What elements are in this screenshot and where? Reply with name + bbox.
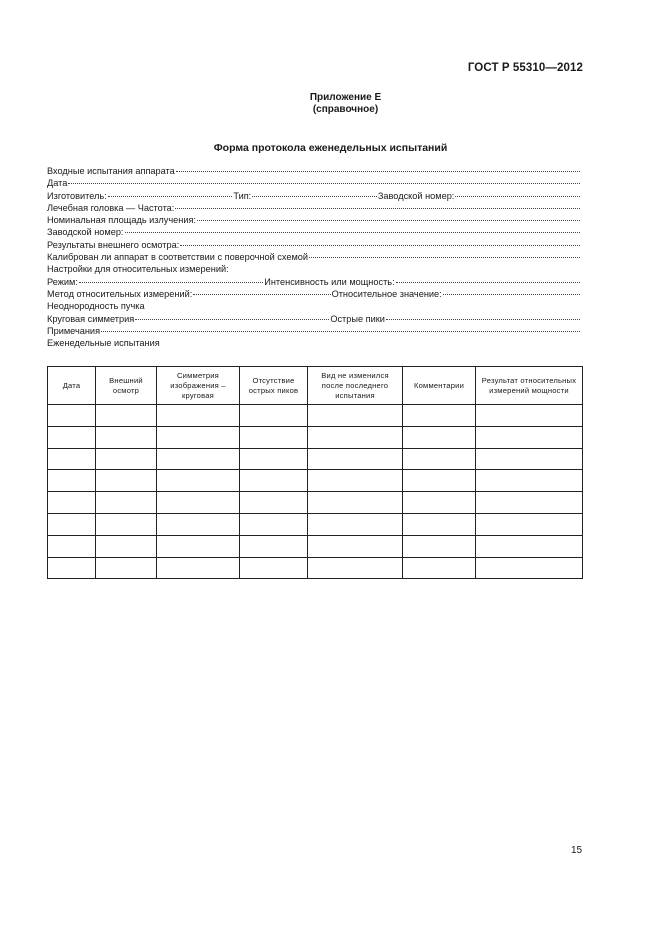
fill-line[interactable] [79,281,263,283]
table-cell[interactable] [96,426,157,448]
field-head-frequency [47,203,581,215]
table-cell[interactable] [308,535,403,557]
table-cell[interactable] [403,492,476,514]
table-body [48,405,583,579]
table-cell[interactable] [96,513,157,535]
fill-line[interactable] [193,293,330,295]
field-weekly-tests [47,338,581,350]
table-cell[interactable] [48,448,96,470]
table-cell[interactable] [157,492,240,514]
annex-title: Приложение Е [309,92,382,103]
table-cell[interactable] [240,405,308,427]
field-label: Интенсивность или мощность: [264,276,395,287]
field-symmetry-row [47,314,581,326]
field-label: Входные испытания аппарата [47,166,175,176]
table-row [48,535,583,557]
table-cell[interactable] [403,448,476,470]
fill-line[interactable] [125,231,581,233]
table-cell[interactable] [240,513,308,535]
table-row [48,426,583,448]
field-label: Изготовитель: [47,190,107,201]
table-cell[interactable] [476,405,583,427]
annex-type: (справочное) [312,104,379,115]
table-cell[interactable] [308,557,403,579]
fill-line[interactable] [108,195,233,197]
field-label: Настройки для относительных измерений: [47,264,229,275]
table-cell[interactable] [48,405,96,427]
field-label: Метод относительных измерений: [47,288,193,299]
field-beam-nonuniformity [47,301,581,313]
field-label: Калиброван ли аппарат в соответствии с поверочной схемой [47,252,309,263]
fill-line[interactable] [180,244,580,246]
table-cell[interactable] [157,535,240,557]
table-cell[interactable] [157,470,240,492]
form-title: Форма протокола еженедельных испытаний [213,142,448,154]
table-row [48,470,583,492]
table-cell[interactable] [308,470,403,492]
table-cell[interactable] [240,426,308,448]
table-row [48,492,583,514]
fill-line[interactable] [197,219,580,221]
field-label: Относительное значение: [331,288,442,299]
table-header-row [48,367,583,405]
table-cell[interactable] [96,405,157,427]
fill-line[interactable] [455,195,580,197]
table-cell[interactable] [240,535,308,557]
table-cell[interactable] [157,426,240,448]
table-cell[interactable] [308,492,403,514]
column-header-visual-inspection: Внешний осмотр [96,367,157,405]
fill-line[interactable] [396,281,580,283]
field-label: Примечания [47,325,101,336]
field-relative-settings [47,264,581,276]
table-cell[interactable] [157,557,240,579]
table-row [48,448,583,470]
field-label: Режим: [47,276,78,287]
table-cell[interactable] [96,470,157,492]
field-label: Дата [47,178,68,189]
annex-heading [0,92,661,116]
table-cell[interactable] [476,470,583,492]
table-cell[interactable] [403,557,476,579]
field-notes [47,326,581,338]
table-cell[interactable] [403,513,476,535]
table-cell[interactable] [157,448,240,470]
field-label: Еженедельные испытания [47,338,160,349]
standard-number: ГОСТ Р 55310—2012 [467,62,583,74]
field-label: Тип: [233,190,252,201]
fill-line[interactable] [386,318,580,320]
column-header-date: Дата [48,367,96,405]
table-cell[interactable] [476,513,583,535]
table-cell[interactable] [403,470,476,492]
table-cell[interactable] [96,557,157,579]
table-cell[interactable] [48,513,96,535]
fill-line[interactable] [443,293,580,295]
table-cell[interactable] [476,535,583,557]
fill-line[interactable] [68,182,580,184]
column-header-unchanged: Вид не изменился после последнего испытания [308,367,403,405]
table-cell[interactable] [476,448,583,470]
fill-line[interactable] [175,207,580,209]
field-label: Неоднородность пучка [47,301,145,312]
field-label: Заводской номер: [47,227,124,238]
fill-line[interactable] [135,318,329,320]
table-cell[interactable] [403,426,476,448]
table-cell[interactable] [48,470,96,492]
table-row [48,513,583,535]
fill-line[interactable] [176,170,580,172]
field-date [47,178,581,190]
table-cell[interactable] [308,513,403,535]
field-label: Лечебная головка — Частота: [47,202,175,213]
table-cell[interactable] [476,557,583,579]
field-radiation-area [47,215,581,227]
table-row [48,405,583,427]
table-cell[interactable] [240,492,308,514]
fill-line[interactable] [101,330,580,332]
table-cell[interactable] [476,492,583,514]
table-cell[interactable] [96,448,157,470]
column-header-comments: Комментарии [403,367,476,405]
field-label: Номинальная площадь излучения: [47,215,196,226]
field-incoming-tests [47,166,581,178]
table-cell[interactable] [240,470,308,492]
table-cell[interactable] [48,492,96,514]
table-cell[interactable] [48,535,96,557]
column-header-symmetry: Симметрия изображения – круговая [157,367,240,405]
field-calibration [47,252,581,264]
table-cell[interactable] [308,405,403,427]
field-head-serial [47,227,581,239]
table-cell[interactable] [96,492,157,514]
field-label: Острые пики [330,313,385,324]
field-manufacturer-row [47,191,581,203]
column-header-no-peaks: Отсутствие острых пиков [240,367,308,405]
page-number: 15 [571,845,583,856]
table-cell[interactable] [48,557,96,579]
table-cell[interactable] [96,535,157,557]
field-visual-inspection [47,240,581,252]
table-cell[interactable] [157,405,240,427]
table-cell[interactable] [157,513,240,535]
table-cell[interactable] [48,426,96,448]
weekly-tests-table [47,366,583,579]
field-label: Заводской номер: [377,190,455,201]
table-cell[interactable] [240,557,308,579]
table-cell[interactable] [308,448,403,470]
column-header-power-result: Результат относительных измерений мощности [476,367,583,405]
field-relative-method-row [47,289,581,301]
table-cell[interactable] [240,448,308,470]
form-fields [47,166,581,350]
table-cell[interactable] [308,426,403,448]
table-cell[interactable] [476,426,583,448]
fill-line[interactable] [252,195,377,197]
table-row [48,557,583,579]
field-mode-row [47,277,581,289]
field-label: Результаты внешнего осмотра: [47,239,180,250]
fill-line[interactable] [309,256,580,258]
field-label: Круговая симметрия [47,313,135,324]
table-cell[interactable] [403,405,476,427]
table-cell[interactable] [403,535,476,557]
